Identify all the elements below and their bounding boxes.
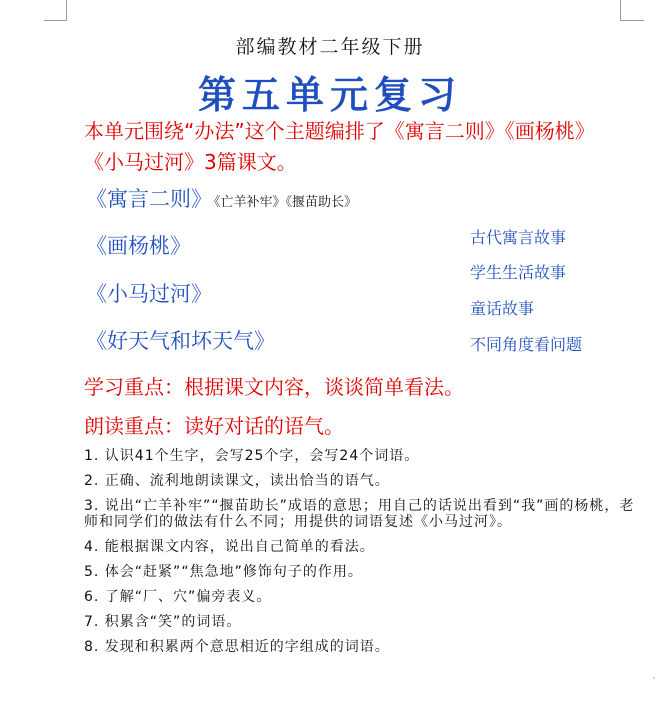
corner-mark: ˇ [652, 677, 656, 685]
learning-goals-list [84, 448, 644, 664]
story-type-label: 童话故事 [470, 299, 535, 318]
story-type-label: 不同角度看问题 [470, 335, 583, 354]
goal-item: 6. 了解“厂、穴”偏旁表义。 [84, 589, 272, 605]
goal-item: 7. 积累含“笑”的词语。 [84, 614, 242, 630]
goal-item: 5. 体会“赶紧”“焦急地”修饰句子的作用。 [84, 564, 363, 580]
page-title: 第五单元复习 [197, 73, 462, 117]
reading-focus: 朗读重点：读好对话的语气。 [84, 414, 344, 438]
page-subtitle: 部编教材二年级下册 [235, 36, 425, 58]
goal-item: 1. 认识41个生字，会写25个字，会写24个词语。 [84, 448, 420, 464]
lesson-subtitles: 《亡羊补牢》《揠苗助长》 [214, 195, 358, 210]
study-focus: 学习重点：根据课文内容，谈谈简单看法。 [84, 375, 464, 399]
goal-item: 3. 说出“亡羊补牢”“揠苗助长”成语的意思；用自己的话说出看到“我”画的杨桃，老师和同学们的做法有什么不同；用提供的词语复述《小马过河》。 [84, 498, 635, 530]
lesson-title: 《画杨桃》 [86, 234, 191, 258]
goal-item: 8. 发现和积累两个意思相近的字组成的词语。 [84, 639, 390, 655]
crop-mark-top-right [620, 20, 644, 21]
goal-item: 2. 正确、流利地朗读课文，读出恰当的语气。 [84, 473, 390, 489]
lesson-title: 《小马过河》 [86, 282, 212, 306]
goal-item: 4. 能根据课文内容，说出自己简单的看法。 [84, 539, 375, 555]
story-type-label: 学生生活故事 [470, 263, 567, 282]
unit-intro: 本单元围绕“办法”这个主题编排了《寓言二则》《画杨桃》《小马过河》3篇课文。 [84, 119, 595, 174]
lesson-item [86, 325, 275, 355]
lesson-item [86, 230, 191, 260]
lesson-item [86, 278, 212, 308]
crop-mark-top-left [66, 0, 67, 20]
story-type-label: 古代寓言故事 [470, 228, 567, 247]
crop-mark-top-left [44, 20, 67, 21]
lesson-item [86, 183, 357, 213]
lesson-title: 《好天气和坏天气》 [86, 329, 275, 353]
crop-mark-top-right [620, 0, 621, 20]
lesson-title: 《寓言二则》 [86, 187, 212, 211]
